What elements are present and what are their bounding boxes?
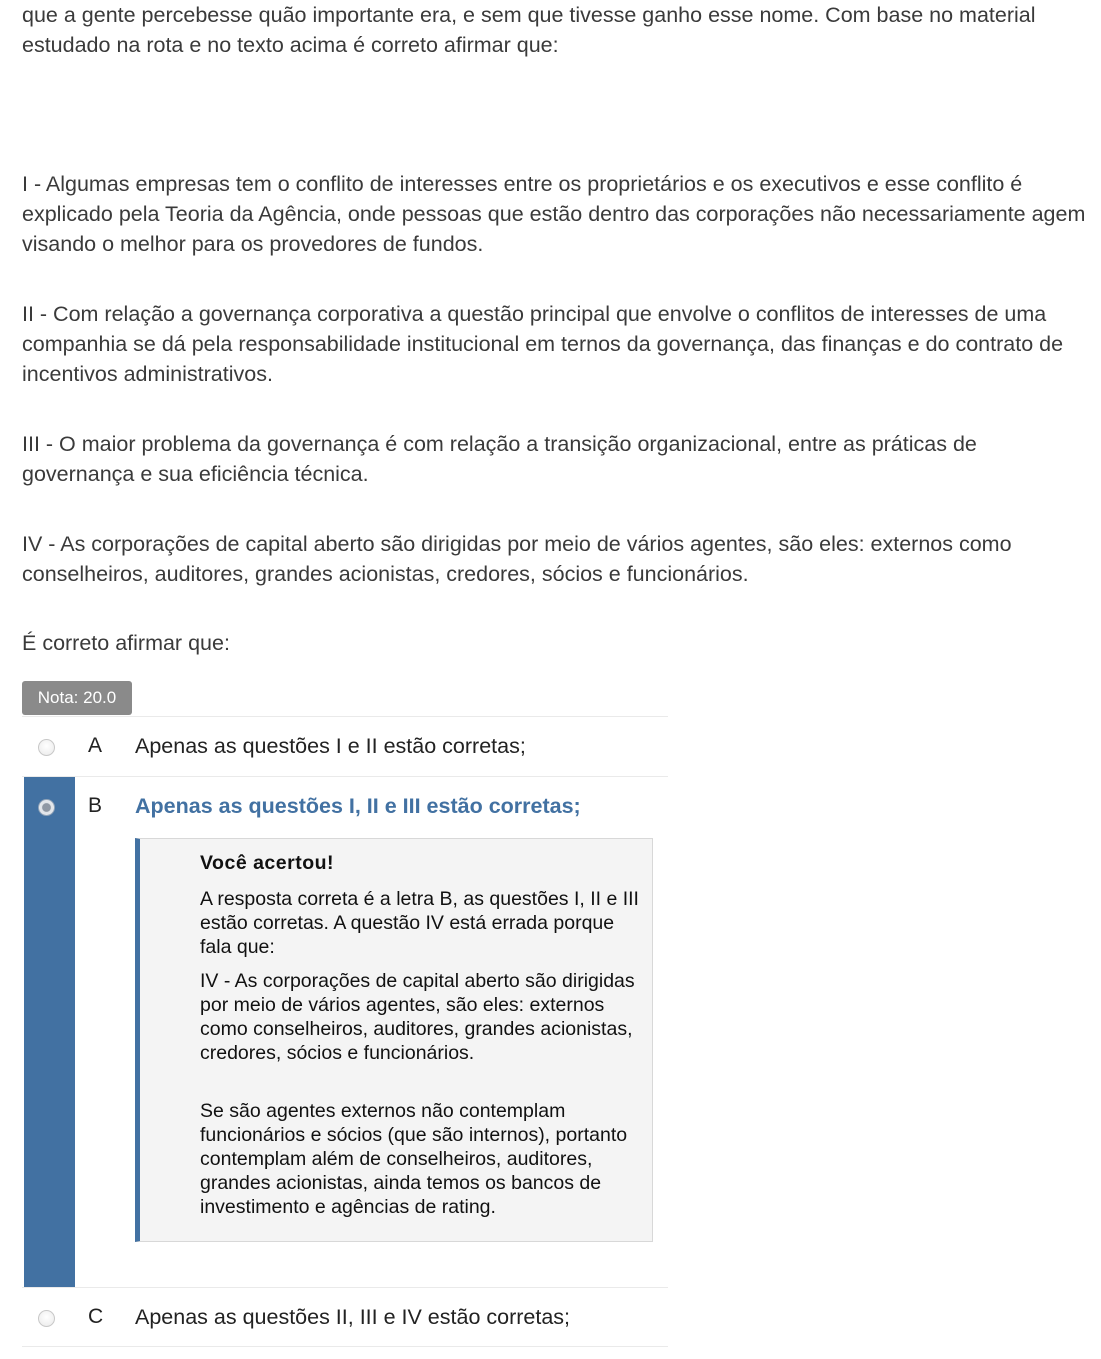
feedback-paragraph-2: IV - As corporações de capital aberto são dirigidas por meio de vários agentes, são eles: externos como conselheiros, auditores, grandes acionistas, credores, sócios e funcionários.: [200, 970, 635, 1064]
radio-c[interactable]: [38, 1310, 55, 1327]
statement-2: II - Com relação a governança corporativa a questão principal que envolve o conflitos de interesses de uma companhia se dá pela responsabilidade institucional em ternos da governança, das finanças e do contrato de incentivos administrativos.: [22, 302, 1064, 386]
answer-option-c[interactable]: [22, 1287, 668, 1347]
feedback-title: Você acertou!: [200, 852, 335, 874]
option-rail: [22, 1288, 120, 1346]
answer-option-a[interactable]: [22, 716, 668, 775]
option-text-c: Apenas as questões II, III e IV estão corretas;: [135, 1305, 571, 1329]
statement-3: [22, 429, 1101, 489]
option-letter-b: B: [88, 794, 103, 817]
grade-badge: Nota: 20.0: [22, 681, 132, 715]
option-text-b: Apenas as questões I, II e III estão corretas;: [135, 794, 581, 818]
option-text-a: Apenas as questões I e II estão corretas;: [135, 734, 526, 758]
statement-1: I - Algumas empresas tem o conflito de interesses entre os proprietários e os executivos e esse conflito é explicado pela Teoria da Agência, onde pessoas que estão dentro das corporações não necessariamente agem visando o melhor para os provedores de fundos.: [22, 172, 1086, 256]
radio-b-selected[interactable]: [38, 799, 55, 816]
question-intro: que a gente percebesse quão importante era, e sem que tivesse ganho esse nome. Com base no material estudado na rota e no texto acima é correto afirmar que:: [22, 3, 1036, 57]
option-rail: [22, 717, 120, 775]
answer-option-b[interactable]: [22, 776, 668, 1287]
question-prompt: É correto afirmar que:: [22, 631, 230, 655]
feedback-paragraph-3: Se são agentes externos não contemplam funcionários e sócios (que são internos), portanto contemplam além de conselheiros, auditores, grandes acionistas, ainda temos os bancos de investimento e agências de rating.: [200, 1100, 628, 1218]
option-letter-c: C: [88, 1305, 104, 1328]
option-letter-a: A: [88, 734, 103, 757]
feedback-paragraph-1: A resposta correta é a letra B, as questões I, II e III estão corretas. A questão IV está errada porque fala que:: [200, 888, 639, 958]
statement-3-line-1: III - O maior problema da governança é com relação a transição organizacional, entre as práticas de: [22, 432, 977, 456]
statement-3-line-2: governança e sua eficiência técnica.: [22, 462, 369, 486]
radio-a[interactable]: [38, 739, 55, 756]
statement-4: IV - As corporações de capital aberto são dirigidas por meio de vários agentes, são eles: externos como conselheiros, auditores, grandes acionistas, credores, sócios e funcionários.: [22, 532, 1012, 586]
selected-rail: [24, 777, 75, 1287]
feedback-box: [135, 838, 653, 1242]
